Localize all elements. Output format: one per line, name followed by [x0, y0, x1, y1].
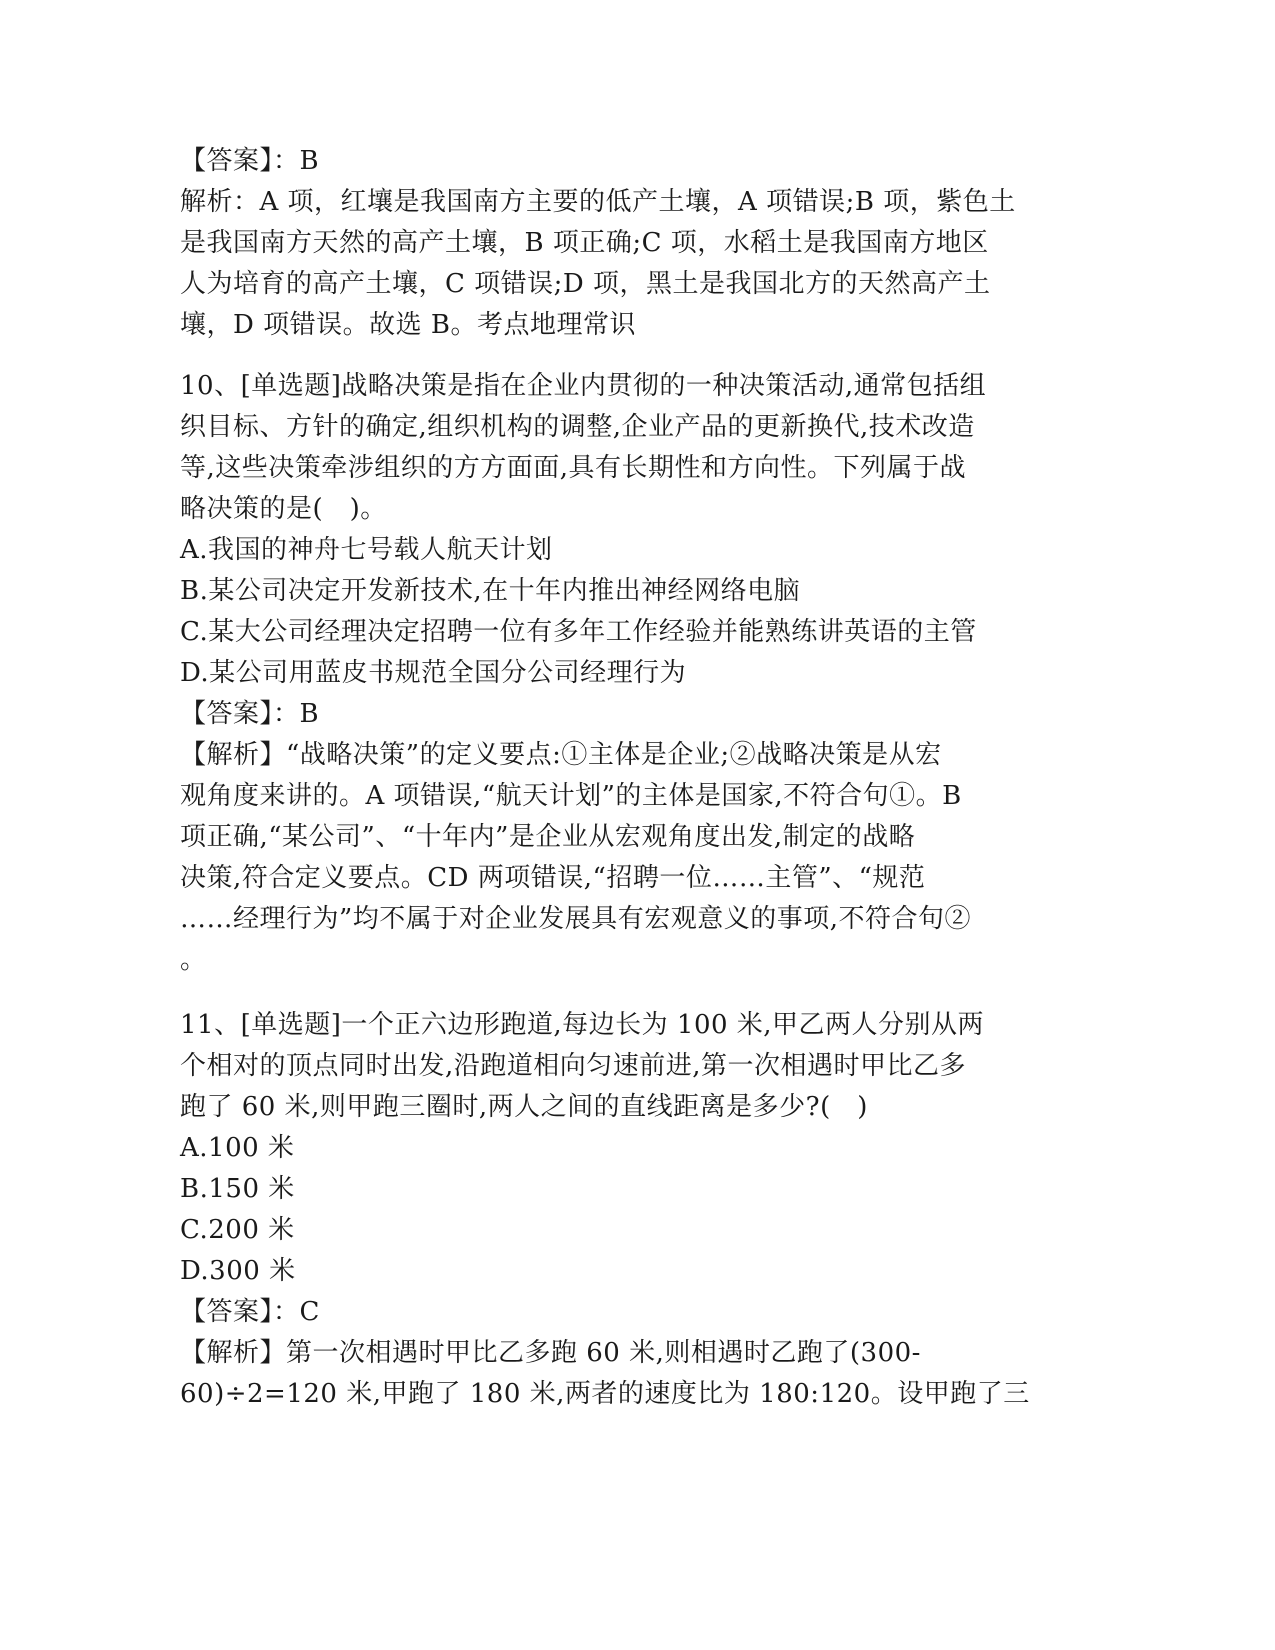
- analysis-line: 【解析】“战略决策”的定义要点:①主体是企业;②战略决策是从宏: [180, 740, 942, 770]
- option-a: A.100 米: [180, 1133, 295, 1163]
- question-text-line: 10、[单选题]战略决策是指在企业内贯彻的一种决策活动,通常包括组: [180, 371, 987, 401]
- analysis-line: 解析：A 项，红壤是我国南方主要的低产土壤，A 项错误;B 项，紫色土: [180, 187, 1016, 217]
- answer-line: 【答案】：B: [180, 146, 320, 176]
- analysis-line: 项正确,“某公司”、“十年内”是企业从宏观角度出发,制定的战略: [180, 822, 916, 852]
- answer-line: 【答案】：C: [180, 1297, 320, 1327]
- question-text-line: 跑了 60 米,则甲跑三圈时,两人之间的直线距离是多少?( ): [180, 1092, 868, 1122]
- question-10-block: [180, 366, 1040, 981]
- analysis-line: 壤，D 项错误。故选 B。考点地理常识: [180, 310, 636, 340]
- analysis-line: 决策,符合定义要点。CD 两项错误,“招聘一位……主管”、“规范: [180, 863, 926, 893]
- question-text-line: 个相对的顶点同时出发,沿跑道相向匀速前进,第一次相遇时甲比乙多: [180, 1051, 967, 1081]
- option-a: A.我国的神舟七号载人航天计划: [180, 535, 553, 565]
- question-text-line: 11、[单选题]一个正六边形跑道,每边长为 100 米,甲乙两人分别从两: [180, 1010, 985, 1040]
- option-b: B.150 米: [180, 1174, 295, 1204]
- option-c: C.200 米: [180, 1215, 295, 1245]
- question-text-line: 略决策的是( )。: [180, 494, 387, 524]
- analysis-line: 观角度来讲的。A 项错误,“航天计划”的主体是国家,不符合句①。B: [180, 781, 962, 811]
- analysis-line: 是我国南方天然的高产土壤，B 项正确;C 项，水稻土是我国南方地区: [180, 228, 989, 258]
- analysis-line: ……经理行为”均不属于对企业发展具有宏观意义的事项,不符合句②: [180, 904, 972, 934]
- question-11-block: [180, 1005, 1040, 1415]
- question-text-line: 织目标、方针的确定,组织机构的调整,企业产品的更新换代,技术改造: [180, 412, 975, 442]
- analysis-line: 。: [180, 945, 207, 975]
- analysis-line: 人为培育的高产土壤，C 项错误;D 项，黑土是我国北方的天然高产土: [180, 269, 991, 299]
- option-d: D.300 米: [180, 1256, 296, 1286]
- option-d: D.某公司用蓝皮书规范全国分公司经理行为: [180, 658, 687, 688]
- answer-line: 【答案】：B: [180, 699, 320, 729]
- question-text-line: 等,这些决策牵涉组织的方方面面,具有长期性和方向性。下列属于战: [180, 453, 967, 483]
- analysis-line: 【解析】第一次相遇时甲比乙多跑 60 米,则相遇时乙跑了(300-: [180, 1338, 921, 1368]
- option-c: C.某大公司经理决定招聘一位有多年工作经验并能熟练讲英语的主管: [180, 617, 977, 647]
- option-b: B.某公司决定开发新技术,在十年内推出神经网络电脑: [180, 576, 801, 606]
- question-9-answer-block: [180, 141, 1040, 346]
- analysis-line: 60)÷2=120 米,甲跑了 180 米,两者的速度比为 180:120。设甲跑了三: [180, 1379, 1030, 1409]
